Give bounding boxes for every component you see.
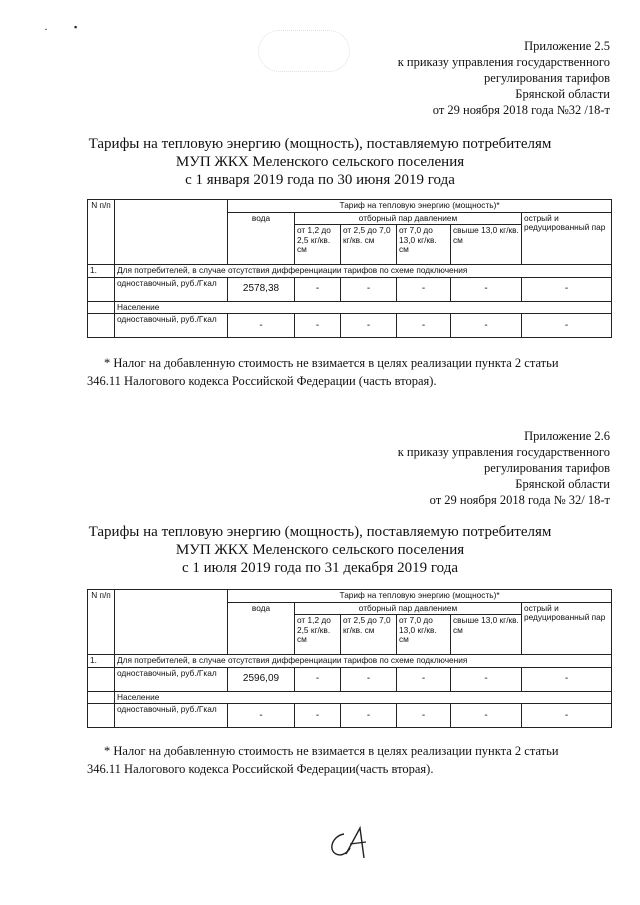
faded-stamp	[258, 30, 350, 72]
footnote-2-5	[87, 354, 614, 390]
title-line: с 1 января 2019 года по 30 июня 2019 года	[185, 172, 455, 188]
cell-dash: -	[397, 704, 451, 728]
header-blank	[115, 200, 228, 265]
cell-dash: -	[228, 704, 295, 728]
title-line: МУП ЖКХ Меленского сельского поселения	[175, 542, 465, 558]
tariff-table-2-6	[87, 589, 612, 728]
cell-dash: -	[295, 704, 341, 728]
population-label: Население	[115, 301, 612, 314]
cell-dash: -	[295, 277, 341, 301]
footnote-2-6	[87, 742, 614, 778]
header-blank	[115, 590, 228, 655]
cell-blank	[88, 277, 115, 301]
cell-dash: -	[295, 667, 341, 691]
header-pressure-1: от 1,2 до 2,5 кг/кв. см	[295, 225, 341, 265]
scan-mark: ·	[44, 22, 48, 36]
title-line: с 1 июля 2019 года по 31 декабря 2019 года	[182, 560, 458, 576]
cell-dash: -	[341, 277, 397, 301]
annex-order-date: от 29 ноября 2018 года №32 /18-т	[432, 103, 610, 117]
footnote-line: * Налог на добавленную стоимость не взимается в целях реализации пункта 2 статьи	[104, 744, 559, 758]
annex-order-line: к приказу управления государственного	[397, 55, 610, 69]
tariff-title-2-5	[0, 135, 640, 189]
cell-blank	[88, 314, 115, 338]
cell-blank	[88, 301, 115, 314]
tariff-table-2-5	[87, 199, 612, 338]
cell-dash: -	[522, 277, 612, 301]
header-pressure-4: свыше 13,0 кг/кв. см	[451, 615, 522, 655]
cell-dash: -	[522, 704, 612, 728]
annex-number: Приложение 2.5	[524, 39, 610, 53]
annex-header-2-6	[398, 428, 610, 508]
annex-order-date: от 29 ноября 2018 года № 32/ 18-т	[429, 493, 610, 507]
header-sharp-steam: острый и редуцированный пар	[522, 212, 612, 265]
cell-dash: -	[451, 277, 522, 301]
header-pressure-1: от 1,2 до 2,5 кг/кв. см	[295, 615, 341, 655]
cell-dash: -	[451, 667, 522, 691]
cell-blank	[88, 667, 115, 691]
header-pressure-2: от 2,5 до 7,0 кг/кв. см	[341, 615, 397, 655]
scan-mark: ▪	[74, 22, 78, 32]
cell-dash: -	[522, 314, 612, 338]
header-pressure-3: от 7,0 до 13,0 кг/кв. см	[397, 615, 451, 655]
tariff-title-2-6	[0, 523, 640, 577]
header-selected-steam: отборный пар давлением	[295, 602, 522, 615]
footnote-line: * Налог на добавленную стоимость не взимается в целях реализации пункта 2 статьи	[104, 356, 559, 370]
row-label: одноставочный, руб./Гкал	[115, 277, 228, 301]
cell-dash: -	[397, 314, 451, 338]
cell-dash: -	[341, 667, 397, 691]
cell-dash: -	[397, 277, 451, 301]
header-pressure-4: свыше 13,0 кг/кв. см	[451, 225, 522, 265]
handwritten-mark	[326, 824, 376, 862]
cell-water-value: 2578,38	[228, 277, 295, 301]
header-water: вода	[228, 212, 295, 265]
title-line: Тарифы на тепловую энергию (мощность), поставляемую потребителям	[88, 136, 552, 152]
header-pressure-3: от 7,0 до 13,0 кг/кв. см	[397, 225, 451, 265]
row-number: 1.	[88, 265, 115, 278]
annex-order-line: Брянской области	[515, 477, 610, 491]
annex-order-line: Брянской области	[515, 87, 610, 101]
header-water: вода	[228, 602, 295, 655]
row-number: 1.	[88, 655, 115, 668]
row-label: одноставочный, руб./Гкал	[115, 667, 228, 691]
row-group-label: Для потребителей, в случае отсутствия дифференциации тарифов по схеме подключения	[115, 265, 612, 278]
cell-dash: -	[451, 314, 522, 338]
header-tariff: Тариф на тепловую энергию (мощность)*	[228, 200, 612, 213]
cell-dash: -	[228, 314, 295, 338]
annex-order-line: регулирования тарифов	[484, 71, 610, 85]
header-selected-steam: отборный пар давлением	[295, 212, 522, 225]
cell-water-value: 2596,09	[228, 667, 295, 691]
row-label: одноставочный, руб./Гкал	[115, 704, 228, 728]
cell-blank	[88, 691, 115, 704]
annex-order-line: к приказу управления государственного	[397, 445, 610, 459]
row-group-label: Для потребителей, в случае отсутствия дифференциации тарифов по схеме подключения	[115, 655, 612, 668]
header-sharp-steam: острый и редуцированный пар	[522, 602, 612, 655]
cell-dash: -	[522, 667, 612, 691]
header-tariff: Тариф на тепловую энергию (мощность)*	[228, 590, 612, 603]
cell-blank	[88, 704, 115, 728]
cell-dash: -	[397, 667, 451, 691]
header-number: N п/п	[88, 590, 115, 655]
row-label: одноставочный, руб./Гкал	[115, 314, 228, 338]
population-label: Население	[115, 691, 612, 704]
cell-dash: -	[341, 314, 397, 338]
cell-dash: -	[451, 704, 522, 728]
annex-order-line: регулирования тарифов	[484, 461, 610, 475]
cell-dash: -	[295, 314, 341, 338]
header-number: N п/п	[88, 200, 115, 265]
title-line: Тарифы на тепловую энергию (мощность), поставляемую потребителям	[88, 524, 552, 540]
header-pressure-2: от 2,5 до 7,0 кг/кв. см	[341, 225, 397, 265]
footnote-line: 346.11 Налогового кодекса Российской Федерации(часть вторая).	[87, 762, 434, 776]
annex-header-2-5	[398, 38, 610, 118]
footnote-line: 346.11 Налогового кодекса Российской Федерации (часть вторая).	[87, 374, 437, 388]
title-line: МУП ЖКХ Меленского сельского поселения	[175, 154, 465, 170]
annex-number: Приложение 2.6	[524, 429, 610, 443]
cell-dash: -	[341, 704, 397, 728]
